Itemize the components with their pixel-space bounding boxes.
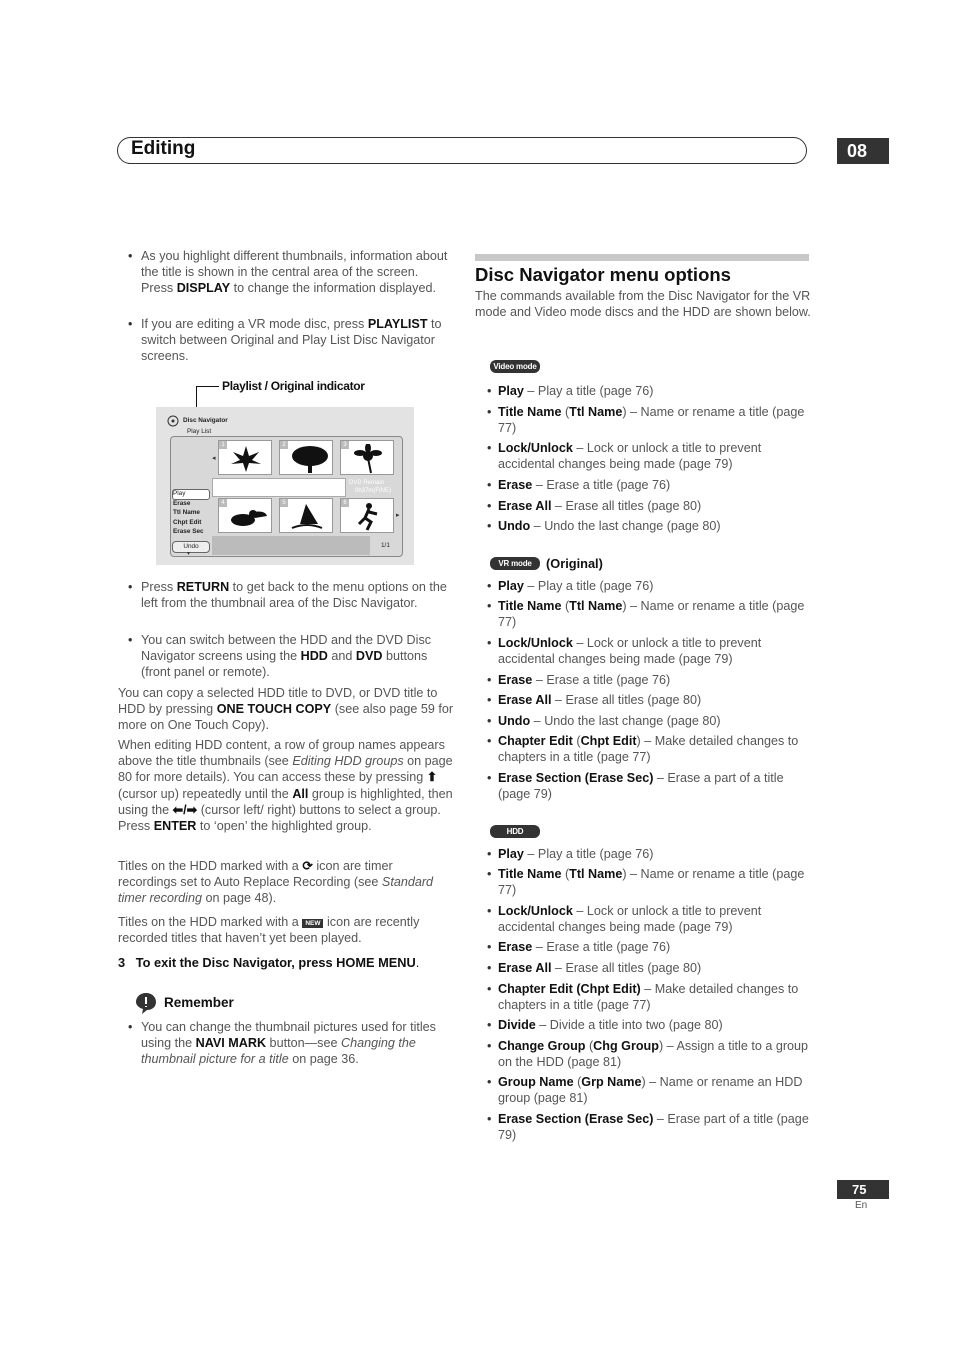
new-icon: NEW bbox=[302, 919, 323, 928]
paragraph-groups: When editing HDD content, a row of group names appears above the title thumbnails (see Editing HDD groups on page 80 for more details). You can access these by pressing ⬆ (cursor up) repeatedly until the All group is highlighted, then using the ⬅/➡ (cursor left/ right) buttons to select a group. Press ENTER to ‘open’ the highlighted group. bbox=[118, 738, 453, 834]
video-mode-badge: Video mode bbox=[490, 360, 540, 373]
thumb-number: 3 bbox=[341, 441, 349, 449]
info-area bbox=[212, 478, 346, 497]
thumb-number: 5 bbox=[280, 499, 288, 507]
menu-chpt-edit[interactable]: Chpt Edit bbox=[173, 519, 202, 526]
flower-icon bbox=[351, 444, 385, 474]
scroll-right-icon[interactable]: ▸ bbox=[396, 512, 400, 519]
skater-icon bbox=[351, 502, 385, 532]
tree-icon bbox=[290, 444, 330, 474]
undo-button[interactable] bbox=[172, 541, 210, 553]
toucan-icon bbox=[229, 502, 269, 532]
section-bar bbox=[475, 254, 809, 261]
disc-icon bbox=[167, 415, 181, 427]
thumb-number: 4 bbox=[219, 499, 227, 507]
vr-original-label: (Original) bbox=[546, 556, 603, 571]
paragraph-copy: You can copy a selected HDD title to DVD, or DVD title to HDD by pressing ONE TOUCH COPY (see also page 59 for more on One Touch Copy). bbox=[118, 686, 454, 733]
menu-play[interactable]: Play bbox=[173, 490, 186, 497]
chapter-header-frame bbox=[117, 137, 807, 164]
scroll-left-icon[interactable]: ◂ bbox=[212, 455, 216, 462]
step-3: 3 To exit the Disc Navigator, press HOME MENU. bbox=[118, 955, 420, 970]
indicator-leader-line bbox=[196, 386, 219, 387]
thumb-number: 1 bbox=[219, 441, 227, 449]
thumbnail-4[interactable] bbox=[218, 498, 272, 533]
status-bar bbox=[212, 536, 370, 555]
section-heading: Disc Navigator menu options bbox=[475, 264, 731, 285]
thumb-number: 6 bbox=[341, 499, 349, 507]
leaf-icon bbox=[229, 444, 263, 474]
paragraph-new: Titles on the HDD marked with a NEW icon are recently recorded titles that haven’t yet been played. bbox=[118, 915, 420, 946]
hdd-badge: HDD bbox=[490, 825, 540, 838]
paragraph-timer: Titles on the HDD marked with a ⟳ icon are timer recordings set to Auto Replace Recording (see Standard timer recording on page 48). bbox=[118, 859, 434, 906]
playlist-indicator-label: Playlist / Original indicator bbox=[222, 379, 365, 393]
menu-erase[interactable]: Erase bbox=[173, 500, 191, 507]
remember-icon bbox=[134, 991, 158, 1015]
section-intro: The commands available from the Disc Navigator for the VR mode and Video mode discs and the HDD are shown below. bbox=[475, 289, 811, 320]
page-number: 75 bbox=[837, 1180, 889, 1199]
menu-erase-sec[interactable]: Erase Sec bbox=[173, 528, 204, 535]
dvd-remain-value: 0h37m(FINE) bbox=[355, 488, 392, 494]
thumb-number: 2 bbox=[280, 441, 288, 449]
thumbnail-3[interactable] bbox=[340, 440, 394, 475]
arrow-left-right-icon: ⬅/➡ bbox=[172, 802, 198, 817]
thumbnail-5[interactable] bbox=[279, 498, 333, 533]
scroll-down-icon[interactable]: ▾ bbox=[187, 551, 191, 557]
undo-label: Undo bbox=[183, 543, 199, 550]
page-language: En bbox=[855, 1200, 868, 1211]
thumbnail-2[interactable] bbox=[279, 440, 333, 475]
vr-mode-badge: VR mode bbox=[490, 557, 540, 570]
windsurfer-icon bbox=[290, 502, 324, 532]
arrow-up-icon: ⬆ bbox=[426, 770, 438, 785]
chapter-number: 08 bbox=[837, 138, 889, 164]
chapter-title: Editing bbox=[131, 138, 196, 159]
remember-title: Remember bbox=[164, 995, 234, 1010]
menu-ttl-name[interactable]: Ttl Name bbox=[173, 509, 200, 516]
thumbnail-1[interactable] bbox=[218, 440, 272, 475]
thumbnail-6[interactable] bbox=[340, 498, 394, 533]
dvd-remain-label: DVD Remain bbox=[349, 480, 385, 486]
auto-replace-icon: ⟳ bbox=[302, 859, 313, 873]
page-indicator: 1/1 bbox=[381, 542, 390, 549]
screen-title: Disc Navigator bbox=[183, 417, 228, 424]
screen-subtitle: Play List bbox=[187, 428, 212, 435]
